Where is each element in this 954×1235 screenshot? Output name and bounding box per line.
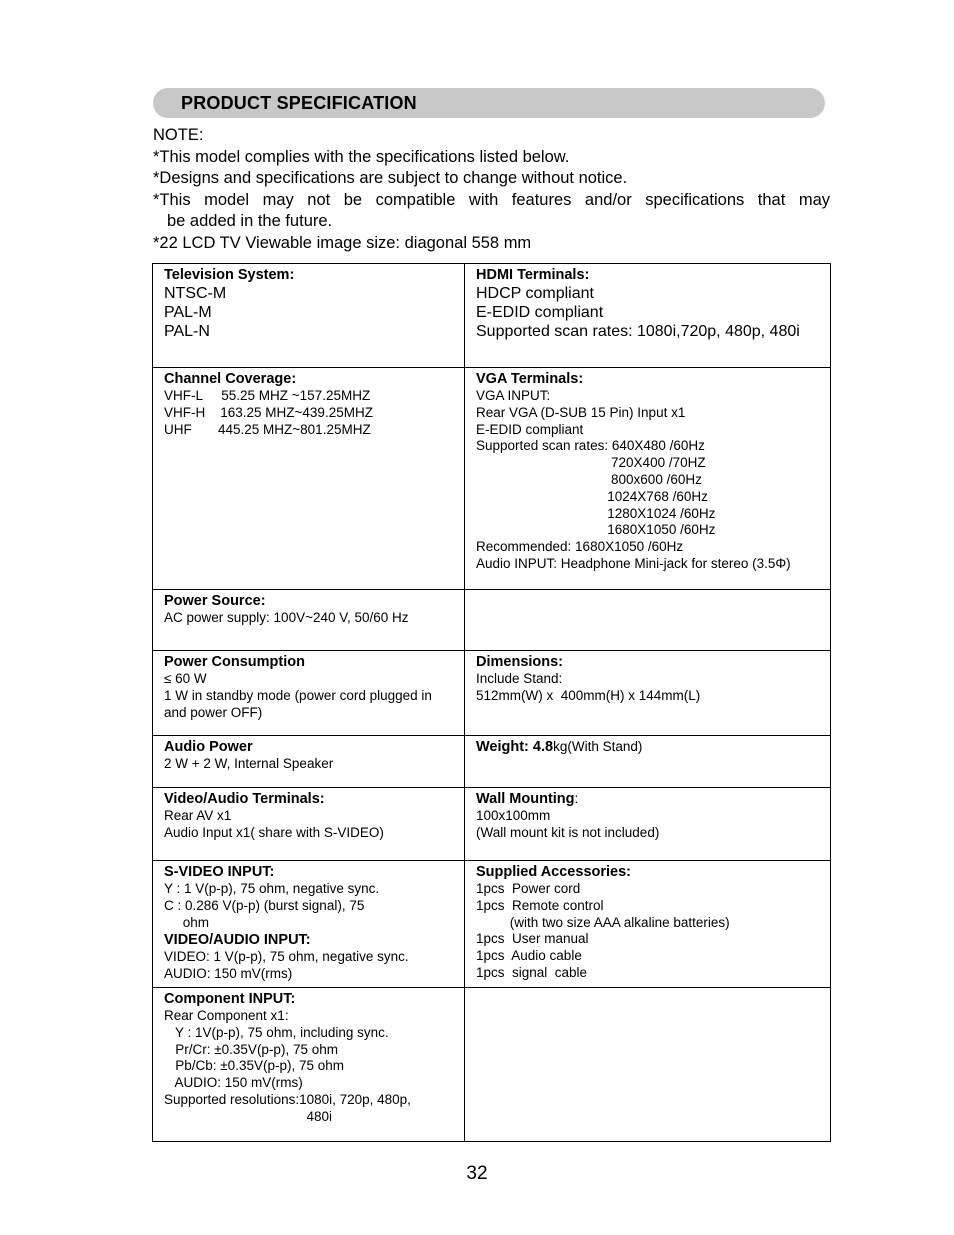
- spec-label: Dimensions:: [476, 654, 564, 670]
- note-line: *Designs and specifications are subject to change without notice.: [153, 169, 628, 187]
- spec-value: 480i: [164, 1108, 333, 1124]
- page-title: PRODUCT SPECIFICATION: [181, 93, 417, 113]
- spec-value: E-EDID compliant: [476, 421, 584, 437]
- spec-value: 1pcs signal cable: [476, 964, 588, 980]
- spec-label: Video/Audio Terminals:: [164, 791, 325, 807]
- spec-value: ohm: [164, 914, 210, 930]
- notes-block: [153, 125, 830, 254]
- spec-value: Pr/Cr: ±0.35V(p-p), 75 ohm: [164, 1041, 338, 1057]
- table-row: [153, 861, 831, 988]
- spec-value: Rear Component x1:: [164, 1007, 289, 1023]
- spec-value: HDCP compliant: [476, 285, 594, 302]
- spec-value: 1024X768 /60Hz: [476, 488, 708, 504]
- table-row: [153, 736, 831, 788]
- table-row: [153, 590, 831, 651]
- spec-label: Power Source:: [164, 593, 266, 609]
- spec-cell-weight: [465, 736, 831, 788]
- note-line: *This model complies with the specifications listed below.: [153, 147, 570, 166]
- spec-cell-power-source: [153, 590, 465, 651]
- spec-label: HDMI Terminals:: [476, 267, 590, 283]
- spec-value: AC power supply: 100V~240 V, 50/60 Hz: [164, 610, 409, 625]
- spec-label: VIDEO/AUDIO INPUT:: [164, 932, 311, 949]
- table-row: [153, 368, 831, 590]
- spec-value: 1 W in standby mode (power cord plugged in: [164, 687, 432, 703]
- note-line: *22 LCD TV Viewable image size: diagonal 558 mm: [153, 233, 532, 252]
- table-row: [153, 651, 831, 736]
- spec-value: VHF-L 55.25 MHZ ~157.25MHZ: [164, 388, 371, 403]
- spec-cell-channel-coverage: [153, 368, 465, 590]
- spec-cell-video-audio-terminals: [153, 788, 465, 861]
- spec-value: Y : 1V(p-p), 75 ohm, including sync.: [164, 1024, 389, 1040]
- spec-label: Supplied Accessories:: [476, 864, 631, 880]
- spec-value: VHF-H 163.25 MHZ~439.25MHZ: [164, 404, 373, 420]
- spec-value: 1680X1050 /60Hz: [476, 522, 716, 538]
- spec-value: 1pcs Audio cable: [476, 948, 582, 964]
- spec-cell-audio-power: [153, 736, 465, 788]
- spec-label: Channel Coverage:: [164, 371, 297, 387]
- spec-value: NTSC-M: [164, 285, 227, 302]
- spec-value: (with two size AAA alkaline batteries): [476, 914, 730, 930]
- spec-value: 1280X1024 /60Hz: [476, 505, 716, 521]
- spec-label: Weight: 4.8: [476, 739, 554, 755]
- note-line: *This model may not be compatible with features and/or specifications that may: [153, 190, 830, 209]
- spec-value: AUDIO: 150 mV(rms): [164, 966, 293, 982]
- spec-value: (Wall mount kit is not included): [476, 824, 660, 840]
- spec-value: 1pcs Remote control: [476, 897, 604, 913]
- spec-value: 720X400 /70HZ: [476, 455, 706, 471]
- spec-value: Y : 1 V(p-p), 75 ohm, negative sync.: [164, 881, 380, 896]
- spec-value: UHF 445.25 MHZ~801.25MHZ: [164, 421, 371, 437]
- spec-cell-component: [153, 987, 465, 1141]
- spec-cell-vga: [465, 368, 831, 590]
- note-heading: NOTE:: [153, 126, 204, 144]
- spec-label: Power Consumption: [164, 654, 305, 670]
- table-row: [153, 264, 831, 368]
- spec-value: AUDIO: 150 mV(rms): [164, 1075, 303, 1091]
- spec-value: Recommended: 1680X1050 /60Hz: [476, 539, 684, 555]
- page-number: 32: [466, 1163, 488, 1184]
- spec-value: Pb/Cb: ±0.35V(p-p), 75 ohm: [164, 1058, 344, 1074]
- note-line: be added in the future.: [167, 212, 333, 230]
- spec-value: and power OFF): [164, 704, 263, 720]
- spec-value: C : 0.286 V(p-p) (burst signal), 75: [164, 897, 365, 913]
- spec-value: Audio Input x1( share with S-VIDEO): [164, 824, 384, 840]
- spec-label: Television System:: [164, 267, 295, 283]
- spec-value: E-EDID compliant: [476, 304, 604, 321]
- spec-value: Rear VGA (D-SUB 15 Pin) Input x1: [476, 404, 686, 420]
- spec-value: kg(With Stand): [553, 739, 643, 754]
- spec-value: 512mm(W) x 400mm(H) x 144mm(L): [476, 687, 701, 703]
- section-title-bar: [153, 88, 825, 118]
- spec-cell-hdmi: [465, 264, 831, 368]
- spec-value: Supported scan rates: 640X480 /60Hz: [476, 438, 705, 454]
- table-row: [153, 987, 831, 1141]
- spec-value: 800x600 /60Hz: [476, 471, 702, 487]
- spec-value: 100x100mm: [476, 808, 551, 823]
- spec-cell-power-consumption: [153, 651, 465, 736]
- spec-cell-svideo: [153, 861, 465, 988]
- spec-value: 1pcs User manual: [476, 931, 589, 947]
- spec-cell-empty: [465, 987, 831, 1141]
- table-row: [153, 788, 831, 861]
- spec-cell-wall-mounting: [465, 788, 831, 861]
- spec-label: VGA Terminals:: [476, 371, 584, 387]
- spec-value: Supported scan rates: 1080i,720p, 480p, 480i: [476, 323, 800, 340]
- spec-cell-accessories: [465, 861, 831, 988]
- spec-value: Rear AV x1: [164, 808, 232, 823]
- spec-value: VGA INPUT:: [476, 388, 551, 403]
- spec-cell-empty: [465, 590, 831, 651]
- spec-label: Audio Power: [164, 739, 253, 755]
- spec-value: ≤ 60 W: [164, 671, 207, 686]
- spec-value: Supported resolutions:1080i, 720p, 480p,: [164, 1091, 411, 1107]
- spec-label: S-VIDEO INPUT:: [164, 864, 275, 880]
- spec-cell-dimensions: [465, 651, 831, 736]
- spec-cell-television-system: [153, 264, 465, 368]
- spec-label: Component INPUT:: [164, 990, 296, 1007]
- spec-label: Wall Mounting: [476, 791, 575, 807]
- spec-value: Include Stand:: [476, 671, 563, 686]
- spec-value: 1pcs Power cord: [476, 881, 581, 896]
- spec-table: [152, 263, 831, 1142]
- spec-value: PAL-M: [164, 304, 212, 321]
- spec-value: Audio INPUT: Headphone Mini-jack for stereo (3.5Φ): [476, 555, 791, 571]
- spec-value: VIDEO: 1 V(p-p), 75 ohm, negative sync.: [164, 949, 409, 965]
- spec-label-colon: :: [574, 791, 579, 806]
- spec-value: 2 W + 2 W, Internal Speaker: [164, 756, 334, 771]
- spec-value: PAL-N: [164, 323, 210, 340]
